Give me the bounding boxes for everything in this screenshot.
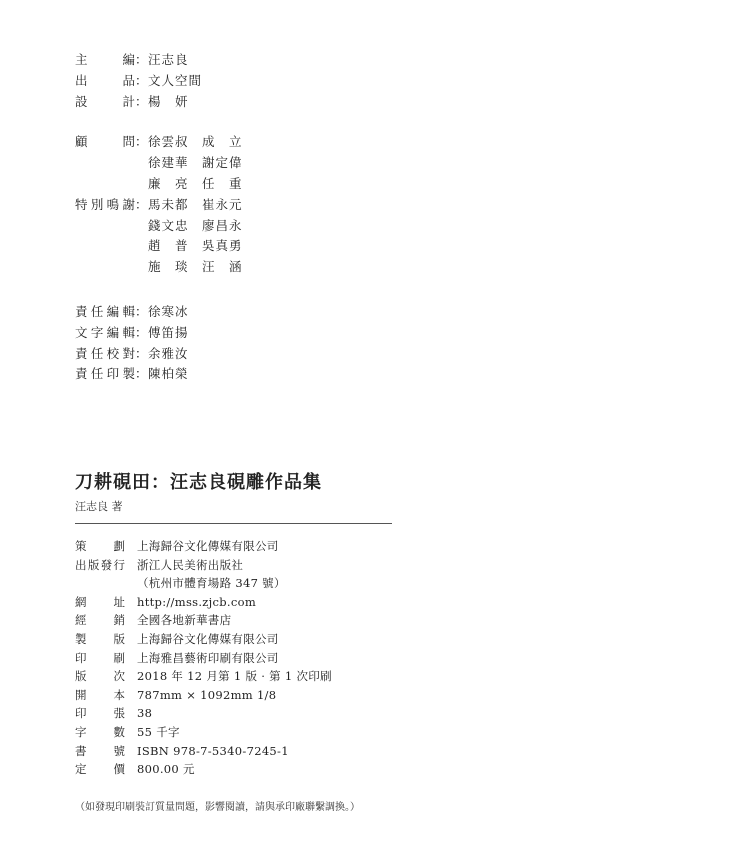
credit-label-char: 謝 xyxy=(122,196,135,212)
colophon-label xyxy=(75,760,125,779)
colophon-label-char: 張 xyxy=(113,706,125,721)
book-title: 刀耕硯田：汪志良硯雕作品集 xyxy=(75,472,322,493)
credits-block xyxy=(75,50,475,385)
colophon-value: 上海歸谷文化傳媒有限公司 xyxy=(137,539,279,553)
credit-row xyxy=(75,257,475,278)
colophon-value: 2018 年 12 月第 1 版 · 第 1 次印刷 xyxy=(137,669,332,684)
colophon-label-char: 定 xyxy=(75,762,87,777)
colophon-row xyxy=(75,723,475,742)
credit-label-char: 責 xyxy=(75,366,88,382)
colophon-label-char: 版 xyxy=(87,557,100,572)
colophon-label xyxy=(75,704,125,723)
separator-line xyxy=(75,523,392,524)
colophon-label-char: 策 xyxy=(75,539,87,553)
credit-row xyxy=(75,50,475,71)
colophon-row xyxy=(75,760,475,779)
colophon-row xyxy=(75,593,475,612)
credit-colon: ： xyxy=(135,345,148,361)
credit-value: 徐寒冰 xyxy=(148,303,189,319)
credit-label-char: 字 xyxy=(90,324,104,340)
credit-label-char: 計 xyxy=(122,93,135,109)
credit-label-char: 責 xyxy=(75,345,88,361)
credit-label-char: 輯 xyxy=(122,324,135,340)
credit-value: 廉 亮 任 重 xyxy=(148,175,243,191)
colophon-value: ISBN 978-7-5340-7245-1 xyxy=(137,743,289,758)
credit-row xyxy=(75,216,475,237)
colophon-label xyxy=(75,593,125,612)
credit-value: 錢文忠 廖昌永 xyxy=(148,217,243,233)
credit-label-char: 任 xyxy=(90,366,104,382)
colophon-row xyxy=(75,574,475,593)
credit-value: 徐雲叔 成 立 xyxy=(148,134,243,150)
colophon-label xyxy=(75,723,125,742)
credit-label-char: 問 xyxy=(122,134,135,150)
credit-label xyxy=(75,323,135,344)
colophon-label xyxy=(75,742,125,761)
credit-label-char: 製 xyxy=(122,366,135,382)
credit-row xyxy=(75,195,475,216)
credit-value: 馬未都 崔永元 xyxy=(148,196,243,212)
credit-label xyxy=(75,71,135,92)
credit-row xyxy=(75,323,475,344)
credit-label xyxy=(75,302,135,323)
colophon-label-char: 網 xyxy=(75,594,87,609)
credit-value: 楊 妍 xyxy=(148,93,189,109)
colophon-label xyxy=(75,537,125,556)
credit-label-char: 責 xyxy=(75,303,88,319)
credit-label-char: 出 xyxy=(75,72,88,88)
colophon-label-char: 發 xyxy=(100,557,113,572)
credit-label xyxy=(75,132,135,153)
colophon-label-char: 號 xyxy=(113,743,125,758)
credit-colon: ： xyxy=(135,324,148,340)
credit-row xyxy=(75,92,475,113)
colophon-label-char: 字 xyxy=(75,724,87,739)
colophon-label xyxy=(75,556,125,575)
credit-row xyxy=(75,174,475,195)
colophon-value: 全國各地新華書店 xyxy=(137,613,232,628)
colophon-value: 上海歸谷文化傳媒有限公司 xyxy=(137,631,279,646)
colophon-label-char: 址 xyxy=(113,594,125,609)
credit-label-char: 品 xyxy=(122,72,135,88)
colophon-block xyxy=(75,537,475,779)
colophon-label-char: 本 xyxy=(113,687,125,702)
colophon-label-char: 出 xyxy=(75,557,87,572)
colophon-label xyxy=(75,611,125,630)
credit-row xyxy=(75,236,475,257)
credit-row xyxy=(75,302,475,323)
colophon-value: 800.00 元 xyxy=(137,762,195,777)
colophon-value: （杭州市體育場路 347 號） xyxy=(137,576,286,591)
credit-label-char: 任 xyxy=(90,345,104,361)
credit-label-char: 輯 xyxy=(122,303,135,319)
credit-value: 陳柏榮 xyxy=(148,366,189,382)
colophon-label-char: 印 xyxy=(75,650,87,665)
credit-label-char: 特 xyxy=(75,196,88,212)
colophon-row xyxy=(75,630,475,649)
colophon-label-char: 版 xyxy=(75,669,87,684)
credit-value: 余雅汝 xyxy=(148,345,189,361)
credit-row xyxy=(75,132,475,153)
credit-value: 施 琰 汪 涵 xyxy=(148,259,243,275)
credit-colon: ： xyxy=(135,134,148,150)
colophon-label-char: 劃 xyxy=(113,539,125,553)
colophon-label xyxy=(75,649,125,668)
colophon-value: 55 千字 xyxy=(137,724,180,739)
colophon-label-char: 經 xyxy=(75,613,87,628)
colophon-label-char: 製 xyxy=(75,631,87,646)
colophon-label-char: 版 xyxy=(113,631,125,646)
colophon-label-char: 數 xyxy=(113,724,125,739)
credit-label xyxy=(75,195,135,216)
credit-value: 徐建華 謝定偉 xyxy=(148,155,243,171)
credit-label xyxy=(75,364,135,385)
credit-colon: ： xyxy=(135,366,148,382)
colophon-value: 787mm × 1092mm 1/8 xyxy=(137,687,277,702)
colophon-row xyxy=(75,537,475,556)
colophon-label xyxy=(75,667,125,686)
colophon-row xyxy=(75,667,475,686)
credit-colon: ： xyxy=(135,52,148,67)
credit-row xyxy=(75,344,475,365)
colophon-row xyxy=(75,556,475,575)
credit-label-char: 顧 xyxy=(75,134,88,150)
credit-label-char: 設 xyxy=(75,93,88,109)
colophon-label-char: 書 xyxy=(75,743,87,758)
credit-label-char: 印 xyxy=(106,366,120,382)
credit-value: 傅笛揚 xyxy=(148,324,189,340)
credit-row xyxy=(75,364,475,385)
credit-value: 趙 普 吳真勇 xyxy=(148,238,243,254)
colophon-label-char: 行 xyxy=(113,557,125,572)
credit-colon: ： xyxy=(135,72,148,88)
credit-label-char: 編 xyxy=(106,324,120,340)
colophon-row xyxy=(75,611,475,630)
colophon-label xyxy=(75,630,125,649)
colophon-label-char: 刷 xyxy=(113,650,125,665)
credit-label-char: 編 xyxy=(122,52,135,67)
footnote: （如發現印刷裝訂質量問題，影響閱讀，請與承印廠聯繫調換。） xyxy=(75,802,360,813)
colophon-value: 38 xyxy=(137,706,153,721)
credit-label-char: 鳴 xyxy=(106,196,120,212)
colophon-row xyxy=(75,686,475,705)
credit-label-char: 任 xyxy=(90,303,104,319)
colophon-row xyxy=(75,704,475,723)
credit-row xyxy=(75,71,475,92)
credit-label xyxy=(75,344,135,365)
credit-row xyxy=(75,153,475,174)
colophon-label-char: 印 xyxy=(75,706,87,721)
colophon-label-char: 銷 xyxy=(113,613,125,628)
credit-colon: ： xyxy=(135,93,148,109)
credit-label xyxy=(75,50,135,71)
colophon-row xyxy=(75,649,475,668)
credit-value: 文人空間 xyxy=(148,72,203,88)
colophon-label-char: 開 xyxy=(75,687,87,702)
credit-colon: ： xyxy=(135,196,148,212)
colophon-value: http://mss.zjcb.com xyxy=(137,594,257,609)
credit-label-char: 對 xyxy=(122,345,135,361)
colophon-label-char: 價 xyxy=(113,762,125,777)
colophon-label xyxy=(75,686,125,705)
credit-label-char: 編 xyxy=(106,303,120,319)
colophon-value: 浙江人民美術出版社 xyxy=(137,557,244,572)
credit-label-char: 別 xyxy=(90,196,104,212)
colophon-label-char: 次 xyxy=(113,669,125,684)
credit-colon: ： xyxy=(135,303,148,319)
credit-label xyxy=(75,92,135,113)
colophon-value: 上海雅昌藝術印刷有限公司 xyxy=(137,650,279,665)
credit-label-char: 校 xyxy=(106,345,120,361)
credit-label-char: 主 xyxy=(75,52,88,67)
book-author: 汪志良 著 xyxy=(75,500,123,513)
credit-value: 汪志良 xyxy=(148,52,189,67)
credit-label-char: 文 xyxy=(75,324,88,340)
colophon-row xyxy=(75,742,475,761)
